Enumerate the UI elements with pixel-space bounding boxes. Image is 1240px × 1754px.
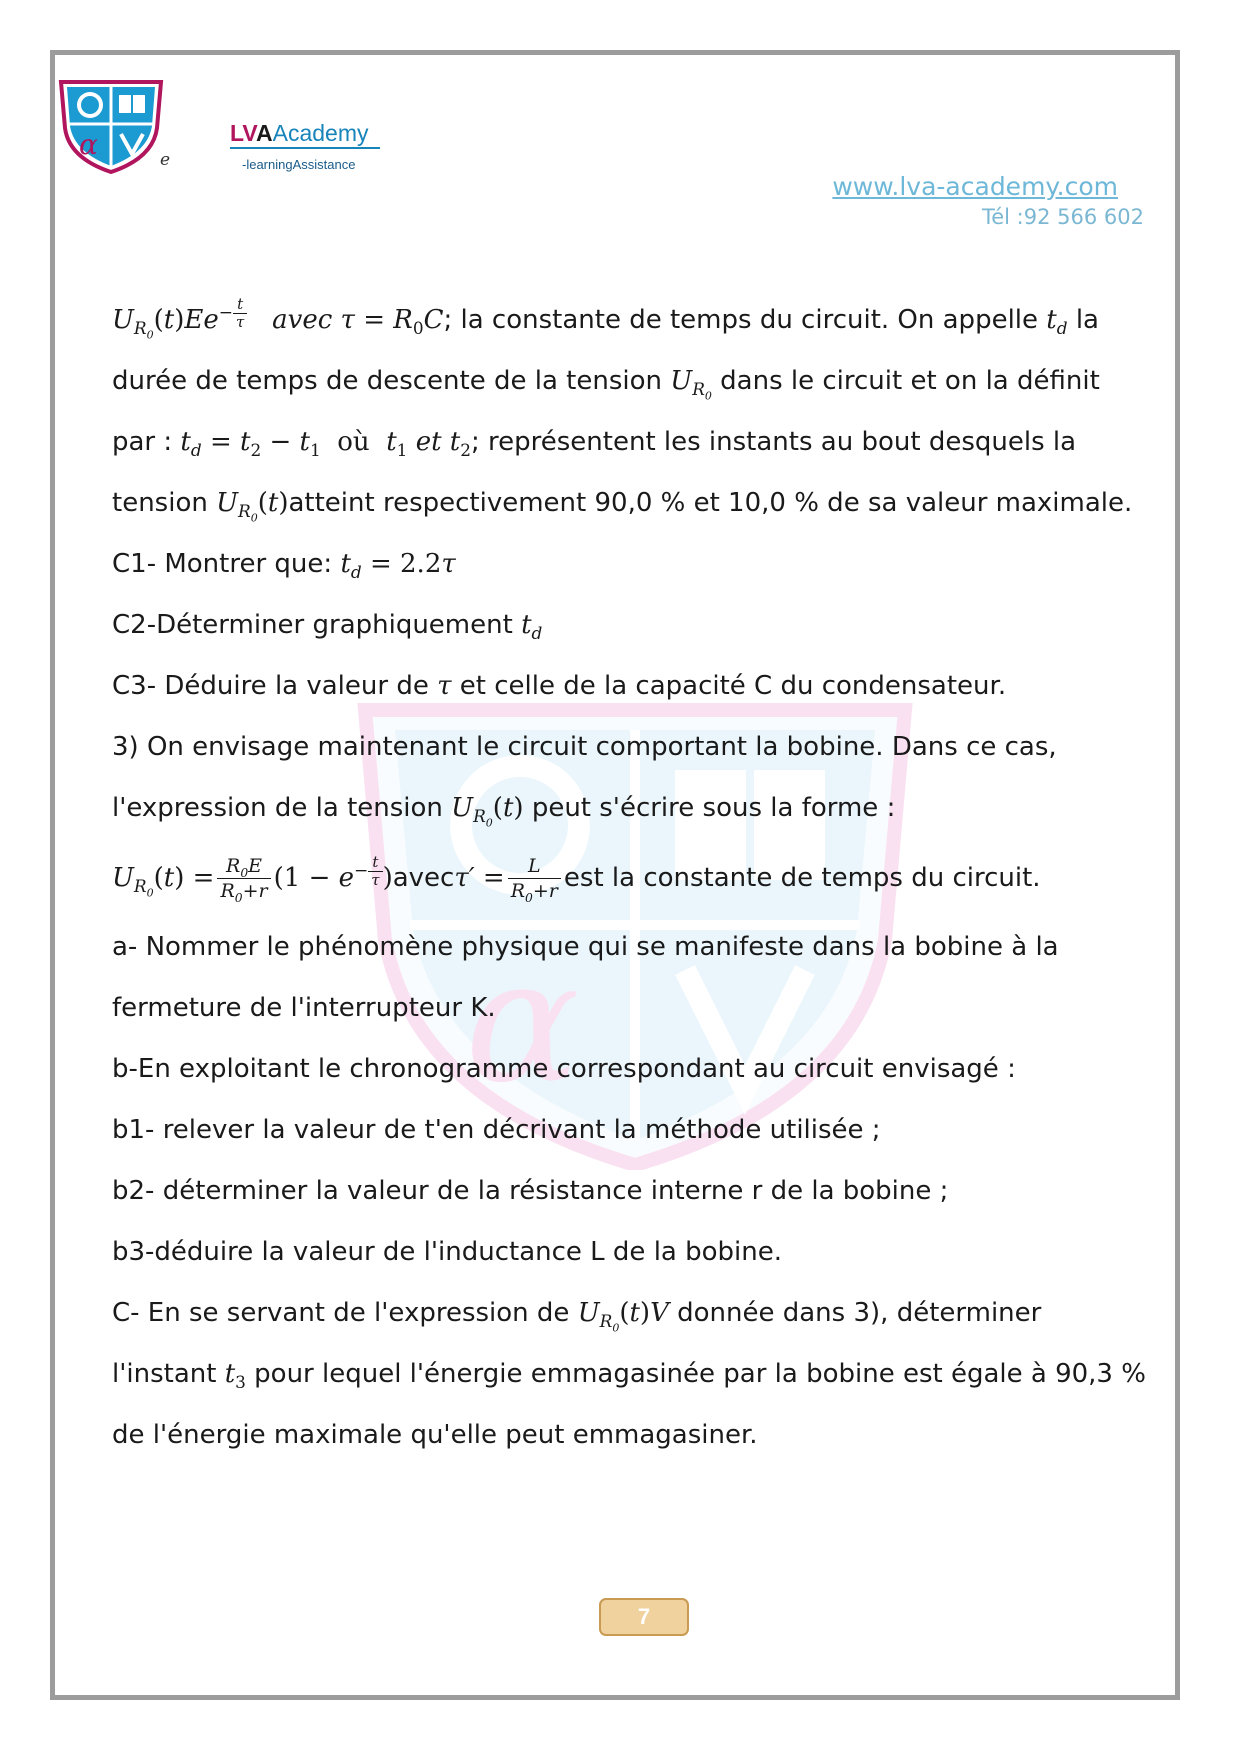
- question-3: 3) On envisage maintenant le circuit comportant la bobine. Dans ce cas,: [112, 732, 1057, 762]
- website-link[interactable]: www.lva-academy.com: [832, 172, 1118, 201]
- question-a: a- Nommer le phénomène physique qui se manifeste dans la bobine à la: [112, 932, 1059, 962]
- lva-shield-logo: [57, 78, 165, 174]
- text-line: l'instant $t_3$ pour lequel l'énergie emmagasinée par la bobine est égale à 90,3 %: [112, 1359, 1146, 1393]
- brand-name: LVAAcademy: [230, 120, 369, 146]
- phone-number: Tél :92 566 602: [981, 205, 1144, 229]
- text-line: par : $t_d = t_2 - t_1$ où $t_1$ et $t_2$; représentent les instants au bout desquels la: [112, 427, 1077, 461]
- svg-text:α: α: [465, 923, 580, 1121]
- question-c1: C1- Montrer que: $t_d = 2.2\tau$: [112, 549, 456, 583]
- question-c3: C3- Déduire la valeur de τ et celle de la capacité C du condensateur.: [112, 671, 1007, 701]
- svg-text:α: α: [79, 128, 98, 161]
- question-b: b-En exploitant le chronogramme correspondant au circuit envisagé :: [112, 1054, 1016, 1084]
- text-line: $U_{R_0}(t)Ee-$ $\frac{t}{\tau}$ avec $\tau = R_0C$; la constante de temps du circuit. On appelle $t_d$ la: [112, 295, 1099, 342]
- question-c2: C2-Déterminer graphiquement $t_d$: [112, 610, 543, 644]
- question-b3: b3-déduire la valeur de l'inductance L de la bobine.: [112, 1237, 782, 1267]
- logo-letter: e: [160, 150, 171, 170]
- text-line: l'expression de la tension $U_{R_0}(t)$ peut s'écrire sous la forme :: [112, 793, 896, 830]
- page-number: 7: [599, 1598, 689, 1636]
- brand-tagline: -learningAssistance: [242, 157, 356, 172]
- question-c: C- En se servant de l'expression de $U_{R_0}(t)V$ donnée dans 3), déterminer: [112, 1298, 1042, 1335]
- text-line: durée de temps de descente de la tension $U_{R_0}$ dans le circuit et on la définit: [112, 366, 1100, 403]
- brand-underline: [230, 147, 380, 149]
- question-b2: b2- déterminer la valeur de la résistance interne r de la bobine ;: [112, 1176, 949, 1206]
- formula-line: $U_{R_0}(t)$ = $\frac{R_0E}{R_0+r}$ (1 − e− $\frac{t}{\tau}$ )avecτ′ = $\frac{L}{R_0+r}$ est la constante de temps du circuit.: [112, 853, 1041, 905]
- exercise-text: [112, 290, 1177, 1466]
- text-line: tension $U_{R_0}(t)atteint$ respectivement 90,0 % et 10,0 % de sa valeur maximale.: [112, 488, 1133, 525]
- text-line: fermeture de l'interrupteur K.: [112, 993, 496, 1023]
- text-line: de l'énergie maximale qu'elle peut emmagasiner.: [112, 1420, 758, 1450]
- question-b1: b1- relever la valeur de t'en décrivant la méthode utilisée ;: [112, 1115, 881, 1145]
